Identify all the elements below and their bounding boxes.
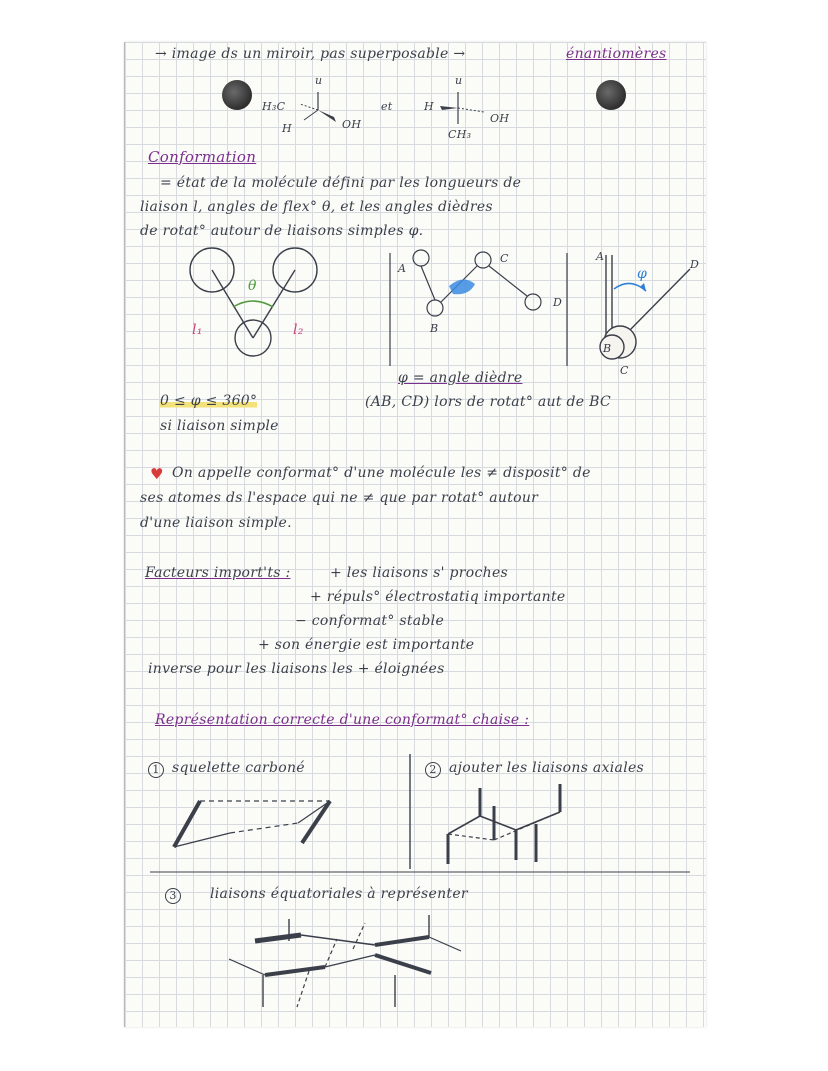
dihedral-b: B <box>430 322 439 335</box>
step-divider <box>408 754 412 869</box>
mol1-top: u <box>315 74 323 87</box>
newman-c: C <box>620 364 629 377</box>
dihedral-d: D <box>553 296 563 309</box>
dihedral-a: A <box>398 262 407 275</box>
carbon-skeleton-sketch <box>170 795 340 855</box>
bond-angle-diagram <box>185 245 335 365</box>
factor-3: − conformat° stable <box>295 613 445 629</box>
mol1-h: H <box>282 122 292 135</box>
enantiomers-term: énantiomères <box>566 46 667 62</box>
factor-2: + répuls° électrostatiq importante <box>310 589 566 605</box>
dihedral-caption: (AB, CD) lors de rotat° aut de BC <box>365 394 612 410</box>
dihedral-c: C <box>500 252 509 265</box>
molecule1-sketch <box>280 84 360 134</box>
newman-d: D <box>690 258 700 271</box>
conformation-title: Conformation <box>148 148 257 166</box>
l2-label: l₂ <box>293 322 304 338</box>
step-2-label: ajouter les liaisons axiales <box>449 760 645 776</box>
binder-hole-left <box>222 80 252 110</box>
definition-line-1: = état de la molécule défini par les longueurs de <box>160 175 522 191</box>
range-note: si liaison simple <box>160 418 279 434</box>
conformer-line-1: On appelle conformat° d'une molécule les ≠ disposit° de <box>172 465 591 481</box>
factor-1: + les liaisons s' proches <box>330 565 509 581</box>
binder-hole-right <box>596 80 626 110</box>
conformer-line-3: d'une liaison simple. <box>140 515 292 531</box>
theta-label: θ <box>248 278 257 294</box>
mol1-right: OH <box>342 118 362 131</box>
dihedral-angle-label: φ = angle dièdre <box>398 370 523 386</box>
step-1-number: 1 <box>148 762 164 778</box>
factor-5: inverse pour les liaisons les + éloignées <box>148 661 445 677</box>
dihedral-diagram <box>385 248 575 373</box>
et-connector: et <box>381 100 393 113</box>
step-separator <box>150 870 690 874</box>
conformer-line-2: ses atomes ds l'espace qui ne ≠ que par rotat° autour <box>140 490 539 506</box>
step-2-number: 2 <box>425 762 441 778</box>
step-3-number: 3 <box>165 888 181 904</box>
mol2-left: H <box>424 100 434 113</box>
definition-line-2: liaison l, angles de flex° θ, et les angles dièdres <box>140 199 493 215</box>
representation-title: Représentation correcte d'une conformat° chaise : <box>155 712 530 728</box>
step-1-label: squelette carboné <box>172 760 305 776</box>
factors-title: Facteurs import'ts : <box>145 565 291 581</box>
mol2-bottom: CH₃ <box>448 128 472 141</box>
newman-b: B <box>603 342 612 355</box>
definition-line-3: de rotat° autour de liaisons simples φ. <box>140 223 424 239</box>
axial-bonds-sketch <box>440 782 575 867</box>
mol1-left: H₃C <box>262 100 286 113</box>
factor-4: + son énergie est importante <box>258 637 475 653</box>
newman-a: A <box>596 250 605 263</box>
mirror-image-line: → image ds un miroir, pas superposable → <box>155 46 466 62</box>
phi-range: 0 ≤ φ ≤ 360° <box>160 393 258 409</box>
molecule2-sketch <box>430 84 500 134</box>
mol2-right: OH <box>490 112 510 125</box>
step-3-label: liaisons équatoriales à représenter <box>210 886 468 902</box>
phi-label: φ <box>637 266 648 282</box>
mol2-top: u <box>455 74 463 87</box>
l1-label: l₁ <box>192 322 203 338</box>
equatorial-bonds-sketch <box>225 915 465 1010</box>
heart-icon: ♥ <box>150 465 164 483</box>
